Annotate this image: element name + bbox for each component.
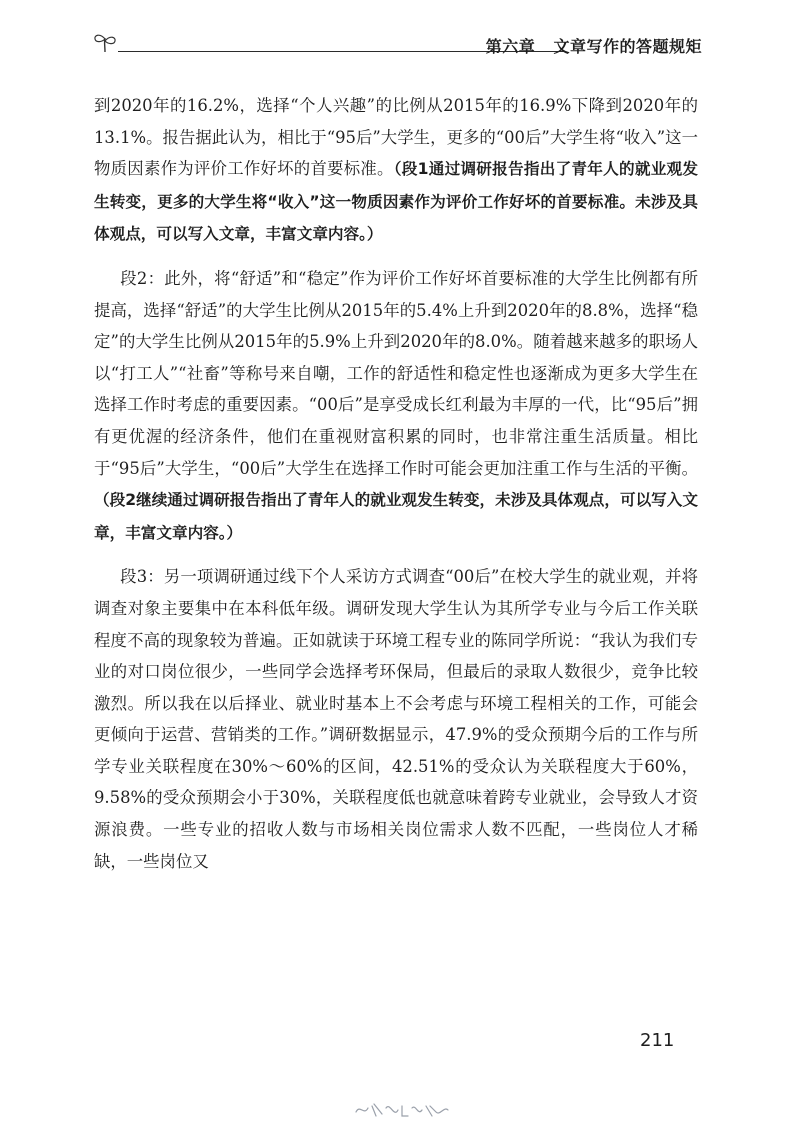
paragraph-text: 段2：此外，将“舒适”和“稳定”作为评价工作好坏首要标准的大学生比例都有所提高，选择“舒适”的大学生比例从2015年的5.4%上升到2020年的8.8%，选择“稳定”的大学生比例从2015年的5.9%上升到2020年的8.0%。随着越来越多的职场人以“打工人”“社畜”等称号来自嘲，工作的舒适性和稳定性也逐渐成为更多大学生在选择工作时考虑的重要因素。“00后”是享受成长红利最为丰厚的一代，比“95后”拥有更优渥的经济条件，他们在重视财富积累的同时，也非常注重生活质量。相比于“95后”大学生，“00后”大学生在选择工作时可能会更加注重工作与生活的平衡。 <box>94 268 698 478</box>
paragraph-text: 到2020年的16.2%，选择“个人兴趣”的比例从2015年的16.9%下降到2020年的13.1%。报告据此认为，相比于“95后”大学生，更多的“00后”大学生将“收入”这一物质因素作为评价工作好坏的首要标准。 <box>94 96 698 179</box>
annotation-note: （段1通过调研报告指出了青年人的就业观发生转变，更多的大学生将“收入”这一物质因素作为评价工作好坏的首要标准。未涉及具体观点，可以写入文章，丰富文章内容。） <box>94 160 698 244</box>
annotation-note: （段2继续通过调研报告指出了青年人的就业观发生转变，未涉及具体观点，可以写入文章，丰富文章内容。） <box>94 491 698 542</box>
paragraph-3 <box>94 561 698 877</box>
page-body <box>94 90 698 877</box>
library-stamp-logo <box>352 1098 452 1122</box>
chapter-heading <box>486 34 702 57</box>
page-number: 211 <box>640 1030 675 1051</box>
sprout-icon <box>92 30 118 56</box>
paragraph-text: 段3：另一项调研通过线下个人采访方式调查“00后”在校大学生的就业观，并将调查对象主要集中在本科低年级。调研发现大学生认为其所学专业与今后工作关联程度不高的现象较为普遍。正如就读于环境工程专业的陈同学所说：“我认为我们专业的对口岗位很少，一些同学会选择考环保局，但最后的录取人数很少，竞争比较激烈。所以我在以后择业、就业时基本上不会考虑与环境工程相关的工作，可能会更倾向于运营、营销类的工作。”调研数据显示，47.9%的受众预期今后的工作与所学专业关联程度在30%～60%的区间，42.51%的受众认为关联程度大于60%，9.58%的受众预期会小于30%，关联程度低也就意味着跨专业就业，会导致人才资源浪费。一些专业的招收人数与市场相关岗位需求人数不匹配，一些岗位人才稀缺，一些岗位又 <box>94 567 698 871</box>
chapter-title: 文章写作的答题规矩 <box>553 37 702 56</box>
running-header <box>88 26 702 66</box>
paragraph-2 <box>94 263 698 549</box>
chapter-number: 第六章 <box>485 37 536 56</box>
paragraph-1 <box>94 90 698 251</box>
